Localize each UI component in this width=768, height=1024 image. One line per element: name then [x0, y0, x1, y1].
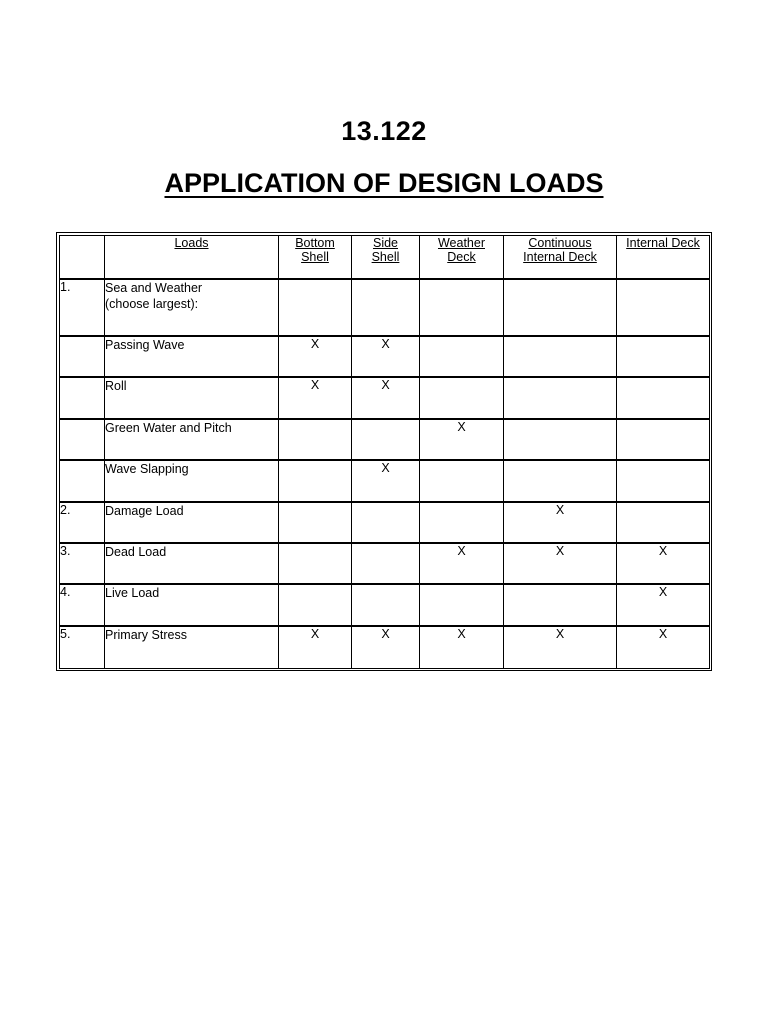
row-number: 4.	[60, 584, 105, 626]
table-row	[60, 502, 710, 543]
mark-internal-deck	[617, 502, 710, 543]
mark-continuous-internal-deck	[504, 460, 617, 502]
row-load-label: Green Water and Pitch	[105, 419, 279, 460]
mark-bottom-shell	[279, 502, 352, 543]
mark-bottom-shell	[279, 419, 352, 460]
table-row	[60, 336, 710, 377]
mark-bottom-shell	[279, 460, 352, 502]
header-weather-deck: Weather Deck	[420, 236, 504, 279]
mark-bottom-shell: X	[279, 336, 352, 377]
table-row	[60, 626, 710, 669]
mark-weather-deck	[420, 502, 504, 543]
mark-bottom-shell: X	[279, 377, 352, 419]
table-header-row	[60, 236, 710, 279]
row-load-label: Roll	[105, 377, 279, 419]
mark-side-shell	[352, 584, 420, 626]
mark-side-shell: X	[352, 460, 420, 502]
header-side-shell: Side Shell	[352, 236, 420, 279]
mark-internal-deck	[617, 419, 710, 460]
design-loads-table-frame	[56, 232, 712, 671]
mark-weather-deck	[420, 336, 504, 377]
mark-internal-deck	[617, 460, 710, 502]
mark-weather-deck	[420, 460, 504, 502]
mark-bottom-shell: X	[279, 626, 352, 669]
mark-continuous-internal-deck: X	[504, 626, 617, 669]
mark-continuous-internal-deck	[504, 377, 617, 419]
mark-internal-deck	[617, 377, 710, 419]
header-internal-deck: Internal Deck	[617, 236, 710, 279]
page-number: 13.122	[341, 116, 427, 146]
mark-bottom-shell	[279, 543, 352, 584]
row-number	[60, 419, 105, 460]
row-number	[60, 460, 105, 502]
table-row	[60, 460, 710, 502]
mark-internal-deck	[617, 279, 710, 336]
mark-internal-deck: X	[617, 543, 710, 584]
mark-continuous-internal-deck	[504, 279, 617, 336]
header-continuous-internal-deck: Continuous Internal Deck	[504, 236, 617, 279]
table-row	[60, 279, 710, 336]
table-row	[60, 377, 710, 419]
mark-continuous-internal-deck	[504, 419, 617, 460]
mark-bottom-shell	[279, 584, 352, 626]
row-load-label: Dead Load	[105, 543, 279, 584]
mark-side-shell: X	[352, 336, 420, 377]
mark-internal-deck	[617, 336, 710, 377]
mark-side-shell	[352, 502, 420, 543]
mark-weather-deck: X	[420, 543, 504, 584]
design-loads-table	[59, 235, 710, 669]
mark-weather-deck	[420, 377, 504, 419]
header-number-cell	[60, 236, 105, 279]
mark-continuous-internal-deck	[504, 584, 617, 626]
table-row	[60, 543, 710, 584]
mark-internal-deck: X	[617, 584, 710, 626]
mark-side-shell: X	[352, 377, 420, 419]
mark-continuous-internal-deck: X	[504, 543, 617, 584]
row-number	[60, 336, 105, 377]
mark-weather-deck	[420, 584, 504, 626]
mark-side-shell	[352, 543, 420, 584]
mark-side-shell: X	[352, 626, 420, 669]
mark-continuous-internal-deck	[504, 336, 617, 377]
row-number: 2.	[60, 502, 105, 543]
mark-side-shell	[352, 279, 420, 336]
row-number	[60, 377, 105, 419]
table-row	[60, 584, 710, 626]
row-number: 3.	[60, 543, 105, 584]
row-load-label: Primary Stress	[105, 626, 279, 669]
mark-weather-deck: X	[420, 626, 504, 669]
row-load-label: Wave Slapping	[105, 460, 279, 502]
mark-continuous-internal-deck: X	[504, 502, 617, 543]
row-number: 5.	[60, 626, 105, 669]
row-load-label: Live Load	[105, 584, 279, 626]
mark-side-shell	[352, 419, 420, 460]
row-load-label: Passing Wave	[105, 336, 279, 377]
row-load-label: Sea and Weather (choose largest):	[105, 279, 279, 336]
mark-bottom-shell	[279, 279, 352, 336]
header-loads: Loads	[105, 236, 279, 279]
mark-internal-deck: X	[617, 626, 710, 669]
page-title: APPLICATION OF DESIGN LOADS	[164, 168, 604, 198]
row-number: 1.	[60, 279, 105, 336]
row-load-label: Damage Load	[105, 502, 279, 543]
mark-weather-deck: X	[420, 419, 504, 460]
mark-weather-deck	[420, 279, 504, 336]
table-row	[60, 419, 710, 460]
header-bottom-shell: Bottom Shell	[279, 236, 352, 279]
